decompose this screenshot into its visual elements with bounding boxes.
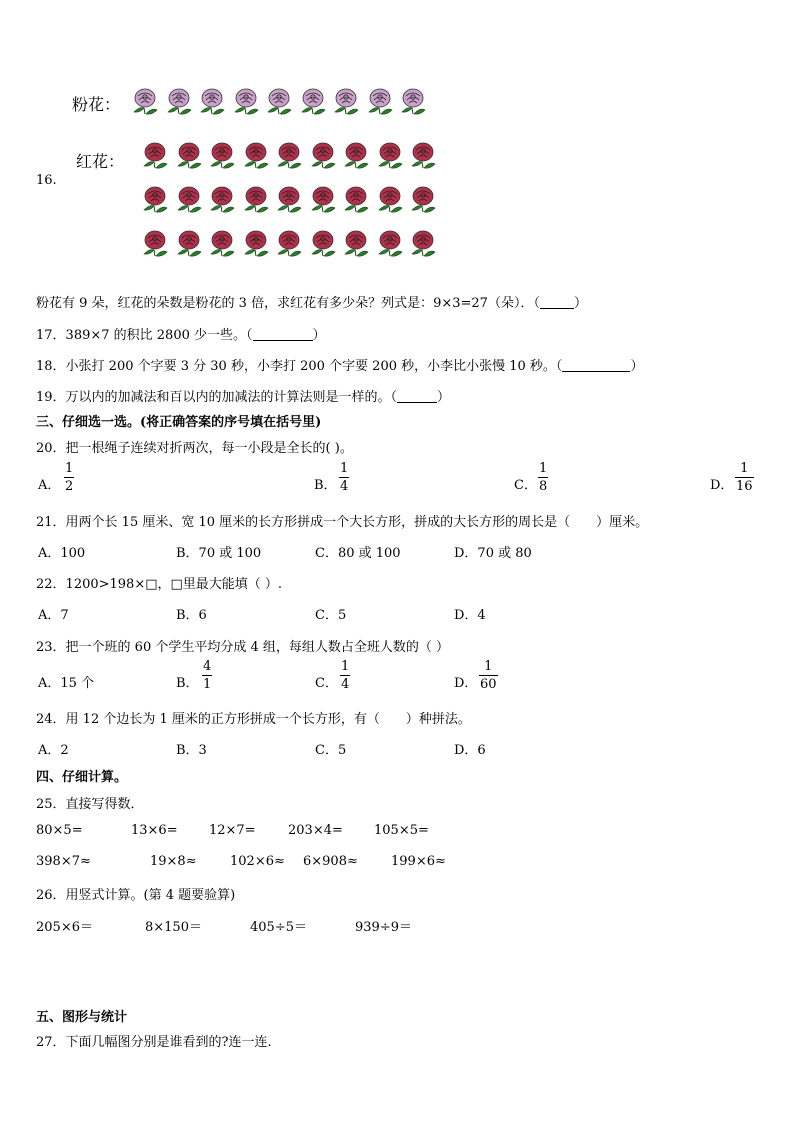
- section-5-heading: 五、图形与统计: [36, 1010, 128, 1025]
- answer-blank[interactable]: [397, 390, 437, 403]
- question-24: 24．用 12 个边长为 1 厘米的正方形拼成一个长方形，有（ ）种拼法。: [36, 712, 471, 727]
- q24-option-c: C．5: [315, 743, 347, 758]
- red-flower-icon: [207, 140, 237, 170]
- q23-option-b-fraction: 4 1: [203, 659, 212, 692]
- red-flower-icon: [174, 184, 204, 214]
- question-20: 20．把一根绳子连续对折两次，每一小段是全长的( )。: [36, 441, 353, 456]
- red-flower-icon: [408, 184, 438, 214]
- pink-flower-icon: [130, 86, 160, 116]
- question-18: 18．小张打 200 个字要 3 分 30 秒，小李打 200 个字要 200 秒，小李比小张慢 10 秒。（ ）: [36, 359, 644, 374]
- red-flower-icon: [375, 140, 405, 170]
- question-17: 17．389×7 的积比 2800 少一些。（ ）: [36, 328, 326, 343]
- red-flower-icon: [308, 184, 338, 214]
- q25-item: 6×908≈: [303, 854, 358, 869]
- q25-item: 12×7=: [209, 823, 256, 838]
- question-25: 25．直接写得数．: [36, 797, 144, 812]
- red-flower-icon: [174, 228, 204, 258]
- q26-item: 939÷9＝: [355, 920, 412, 935]
- answer-blank[interactable]: [562, 359, 630, 372]
- red-flower-icon: [308, 140, 338, 170]
- red-flower-icon: [241, 228, 271, 258]
- pink-flower-icon: [398, 86, 428, 116]
- answer-blank[interactable]: [540, 296, 574, 309]
- q22-option-a: A．7: [38, 608, 69, 623]
- q22-option-b: B．6: [176, 608, 207, 623]
- q20-option-c-fraction: 1 8: [539, 461, 548, 494]
- red-flower-icon: [375, 228, 405, 258]
- question-22: 22．1200>198×□，□里最大能填（ ）.: [36, 577, 283, 592]
- pink-flower-icon: [331, 86, 361, 116]
- q24-option-a: A．2: [38, 743, 69, 758]
- q23-option-a: A．15 个: [38, 676, 95, 691]
- section-3-heading: 三、仔细选一选。(将正确答案的序号填在括号里): [36, 415, 322, 430]
- q21-option-d: D．70 或 80: [454, 546, 532, 561]
- red-flower-icon: [174, 140, 204, 170]
- q23-option-b-letter: B．: [176, 676, 199, 691]
- q20-option-d-fraction: 1 16: [736, 461, 753, 494]
- red-flower-icon: [341, 140, 371, 170]
- red-flower-icon: [207, 184, 237, 214]
- red-flower-icon: [274, 228, 304, 258]
- q23-option-d-fraction: 1 60: [480, 659, 497, 692]
- red-flower-icon: [140, 228, 170, 258]
- red-flower-icon: [274, 184, 304, 214]
- red-flower-label: 红花：: [76, 152, 125, 171]
- q25-item: 102×6≈: [230, 854, 285, 869]
- q25-item: 13×6=: [131, 823, 178, 838]
- pink-flower-icon: [264, 86, 294, 116]
- q25-item: 199×6≈: [391, 854, 446, 869]
- q26-item: 8×150＝: [145, 920, 202, 935]
- q25-item: 19×8≈: [150, 854, 197, 869]
- question-23: 23．把一个班的 60 个学生平均分成 4 组，每组人数占全班人数的（ ）: [36, 640, 450, 655]
- red-flower-icon: [341, 228, 371, 258]
- question-21: 21．用两个长 15 厘米、宽 10 厘米的长方形拼成一个大长方形，拼成的大长方形的周长是（ ）厘米。: [36, 515, 649, 530]
- q20-option-c-letter: C．: [514, 478, 537, 493]
- q24-option-b: B．3: [176, 743, 207, 758]
- q20-option-b-letter: B．: [314, 478, 337, 493]
- red-flower-icon: [375, 184, 405, 214]
- red-flower-icon: [241, 140, 271, 170]
- answer-blank[interactable]: [253, 328, 313, 341]
- q25-item: 80×5=: [36, 823, 83, 838]
- q24-option-d: D．6: [454, 743, 486, 758]
- q25-item: 398×7≈: [36, 854, 91, 869]
- pink-flower-icon: [164, 86, 194, 116]
- red-flower-icon: [140, 184, 170, 214]
- pink-flower-label: 粉花：: [72, 95, 121, 114]
- question-19: 19．万以内的加减法和百以内的加减法的计算法则是一样的。（ ）: [36, 390, 451, 405]
- q26-item: 205×6＝: [36, 920, 93, 935]
- pink-flower-icon: [197, 86, 227, 116]
- q22-option-c: C．5: [315, 608, 347, 623]
- red-flower-icon: [341, 184, 371, 214]
- q25-item: 105×5=: [374, 823, 429, 838]
- red-flower-icon: [140, 140, 170, 170]
- red-flower-icon: [308, 228, 338, 258]
- q23-option-d-letter: D．: [454, 676, 478, 691]
- q26-item: 405÷5＝: [250, 920, 307, 935]
- q20-option-d-letter: D．: [710, 478, 734, 493]
- red-flower-icon: [207, 228, 237, 258]
- q25-item: 203×4=: [288, 823, 343, 838]
- q23-option-c-letter: C．: [315, 676, 338, 691]
- pink-flower-icon: [365, 86, 395, 116]
- red-flower-icon: [408, 228, 438, 258]
- q20-option-a-fraction: 1 2: [65, 461, 74, 494]
- q22-option-d: D．4: [454, 608, 486, 623]
- pink-flower-icon: [231, 86, 261, 116]
- q21-option-a: A．100: [38, 546, 86, 561]
- pink-flower-icon: [298, 86, 328, 116]
- red-flower-icon: [274, 140, 304, 170]
- q21-option-c: C．80 或 100: [315, 546, 401, 561]
- q20-option-b-fraction: 1 4: [340, 461, 349, 494]
- question-number-16: 16.: [36, 173, 57, 188]
- red-flower-icon: [408, 140, 438, 170]
- question-16-statement: 粉花有 9 朵，红花的朵数是粉花的 3 倍，求红花有多少朵？列式是：9×3=27（朵）．（ ）: [36, 296, 587, 311]
- q23-option-c-fraction: 1 4: [341, 659, 350, 692]
- q20-option-a-letter: A．: [38, 478, 61, 493]
- red-flower-icon: [241, 184, 271, 214]
- question-26: 26．用竖式计算。(第 4 题要验算): [36, 888, 236, 903]
- q21-option-b: B．70 或 100: [176, 546, 262, 561]
- question-27: 27．下面几幅图分别是谁看到的?连一连.: [36, 1035, 272, 1050]
- section-4-heading: 四、仔细计算。: [36, 770, 128, 785]
